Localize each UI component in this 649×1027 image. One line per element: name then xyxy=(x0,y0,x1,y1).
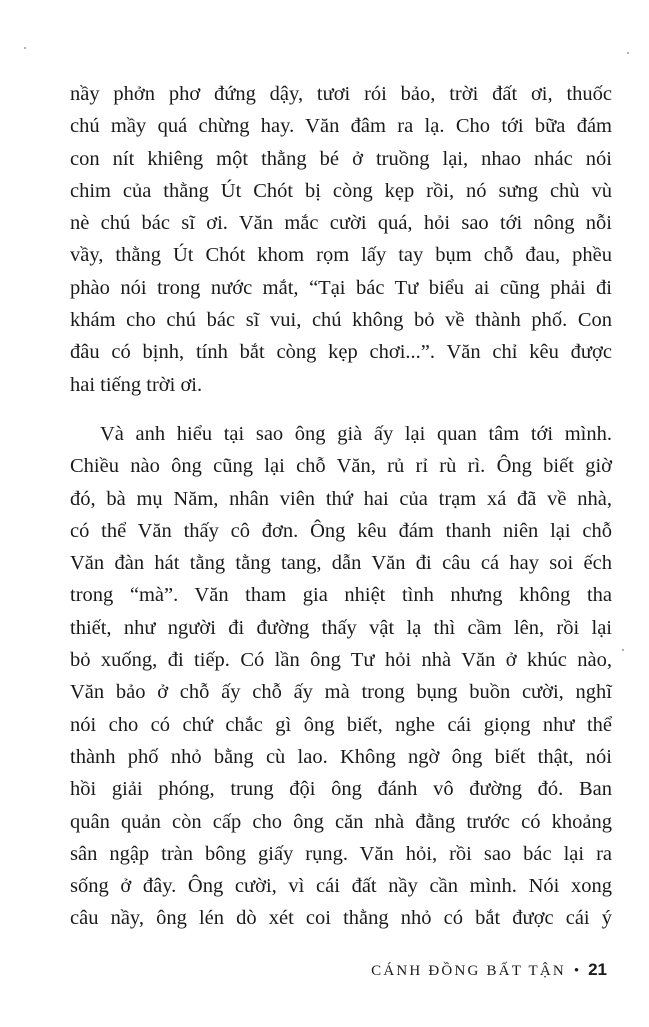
bullet-separator: • xyxy=(573,963,580,979)
text-line: hồi giải phóng, trung đội ông đánh vô đường đó. Ban xyxy=(70,778,612,801)
page-number: 21 xyxy=(588,960,607,979)
text-line: con nít khiêng một thằng bé ở truồng lại, nhao nhác nói xyxy=(70,147,612,170)
text-line: thiết, như người đi đường thấy vật lạ thì cầm lên, rồi lại xyxy=(70,616,612,639)
paragraph-1 xyxy=(70,78,612,401)
text-line: phào nói trong nước mắt, “Tại bác Tư biểu ai cũng phải đi xyxy=(70,276,612,299)
text-line: Chiều nào ông cũng lại chỗ Văn, rủ rỉ rù rì. Ông biết giờ xyxy=(70,455,612,478)
body-text xyxy=(70,78,612,935)
text-line: nói cho có chứ chắc gì ông biết, nghe cái giọng như thể xyxy=(70,713,612,736)
scan-speck xyxy=(627,52,629,54)
text-line: vầy, thằng Út Chót khom rọm lấy tay bụm chỗ đau, phều xyxy=(70,244,612,267)
text-line: nè chú bác sĩ ơi. Văn mắc cười quá, hỏi sao tới nông nỗi xyxy=(70,212,612,235)
text-line: chú mầy quá chừng hay. Văn đâm ra lạ. Cho tới bữa đám xyxy=(70,115,612,138)
paragraph-spacer xyxy=(70,401,612,418)
text-line: câu nầy, ông lén dò xét coi thằng nhỏ có bắt được cái ý xyxy=(70,907,612,930)
text-line: nầy phởn phơ đứng dậy, tươi rói bảo, trời đất ơi, thuốc xyxy=(70,83,612,105)
text-line: đó, bà mụ Năm, nhân viên thứ hai của trạm xá đã về nhà, xyxy=(70,487,612,510)
running-title: CÁNH ĐỒNG BẤT TẬN xyxy=(371,963,566,979)
text-line: sống ở đây. Ông cười, vì cái đất nầy cần mình. Nói xong xyxy=(70,875,612,898)
text-line: trong “mà”. Văn tham gia nhiệt tình nhưng không tha xyxy=(70,584,612,607)
text-line: Văn đàn hát tằng tằng tang, dẫn Văn đi câu cá hay soi ếch xyxy=(70,552,612,575)
text-line: chim của thằng Út Chót bị còng kẹp rồi, nó sưng chù vù xyxy=(70,179,612,202)
text-line: bỏ xuống, đi tiếp. Có lần ông Tư hỏi nhà Văn ở khúc nào, xyxy=(70,649,612,672)
text-line: sân ngập tràn bông giấy rụng. Văn hỏi, rồi sao bác lại ra xyxy=(70,842,612,865)
text-line: quân quản còn cấp cho ông căn nhà đằng trước có khoảng xyxy=(70,810,612,833)
paragraph-2 xyxy=(70,418,612,935)
scan-speck xyxy=(622,649,624,651)
text-line: Văn bảo ở chỗ ấy chỗ ấy mà trong bụng buồn cười, nghĩ xyxy=(70,681,612,704)
text-line: thành phố nhỏ bằng cù lao. Không ngờ ông biết thật, nói xyxy=(70,745,612,768)
text-line: có thể Văn thấy cô đơn. Ông kêu đám thanh niên lại chỗ xyxy=(70,519,612,542)
text-line: đâu có bịnh, tính bắt còng kẹp chơi...”. Văn chỉ kêu được xyxy=(70,341,612,364)
scan-speck xyxy=(24,47,26,49)
text-line: khám cho chú bác sĩ vui, chú không bỏ về thành phố. Con xyxy=(70,309,612,332)
text-line: hai tiếng trời ơi. xyxy=(70,373,203,396)
text-line: Và anh hiểu tại sao ông già ấy lại quan tâm tới mình. xyxy=(100,422,612,445)
running-footer xyxy=(371,960,607,980)
